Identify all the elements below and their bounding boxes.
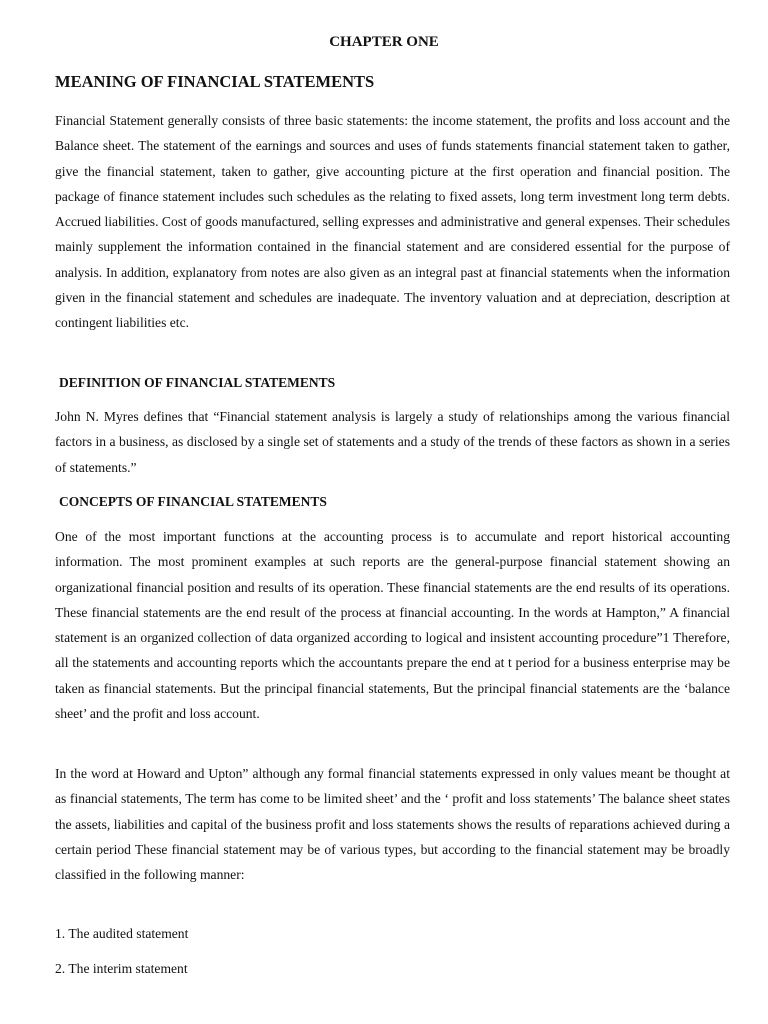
concepts-paragraph: One of the most important functions at the accounting process is to accumulate and report historical accounting information. The most prominent examples at such reports are the general-purpose financial statement showing an organizational financial position and results of its operation. These financial statements are the end results of its operations. These financial statements are the end result of the process at financial accounting. In the words at Hampton,” A financial statement is an organized collection of data organized according to logical and insistent accounting procedure”1 Therefore, all the statements and accounting reports which the accountants prepare the end at t period for a business enterprise may be taken as financial statements. But the principal financial statements, But the principal financial statements are the ‘balance sheet’ and the profit and loss account.: [55, 529, 730, 722]
list-item: 1. The audited statement: [55, 926, 189, 941]
meaning-paragraph: Financial Statement generally consists of three basic statements: the income statement, the profits and loss account and the Balance sheet. The statement of the earnings and sources and uses of funds statements financial statement taken to gather, give the financial statement, taken to gather, give accounting picture at the first operation and financial position. The package of finance statement includes such schedules as the relating to fixed assets, long term investment long term debts. Accrued liabilities. Cost of goods manufactured, selling expresses and administrative and general expenses. Their schedules mainly supplement the information contained in the financial statement and are considered essential for the purpose of analysis. In addition, explanatory from notes are also given as an integral past at financial statements when the information given in the financial statement and schedules are inadequate. The inventory valuation and at depreciation, description at contingent liabilities etc.: [55, 113, 730, 331]
howard-upton-paragraph: In the word at Howard and Upton” although any formal financial statements expressed in only values meant be thought at as financial statements, The term has come to be limited sheet’ and the ‘ profit and loss statements’ The balance sheet states the assets, liabilities and capital of the business profit and loss statements shows the results of reparations achieved during a certain period These financial statement may be of various types, but according to the financial statement may be broadly classified in the following manner:: [55, 766, 730, 883]
concepts-heading: CONCEPTS OF FINANCIAL STATEMENTS: [59, 494, 327, 509]
definition-heading: DEFINITION OF FINANCIAL STATEMENTS: [59, 375, 336, 390]
chapter-title: CHAPTER ONE: [329, 34, 439, 50]
meaning-heading: MEANING OF FINANCIAL STATEMENTS: [55, 72, 375, 91]
list-item: 2. The interim statement: [55, 961, 188, 976]
definition-paragraph: John N. Myres defines that “Financial statement analysis is largely a study of relationships among the various financial factors in a business, as disclosed by a single set of statements and a study of the trends of these factors as shown in a series of statements.”: [55, 409, 730, 475]
